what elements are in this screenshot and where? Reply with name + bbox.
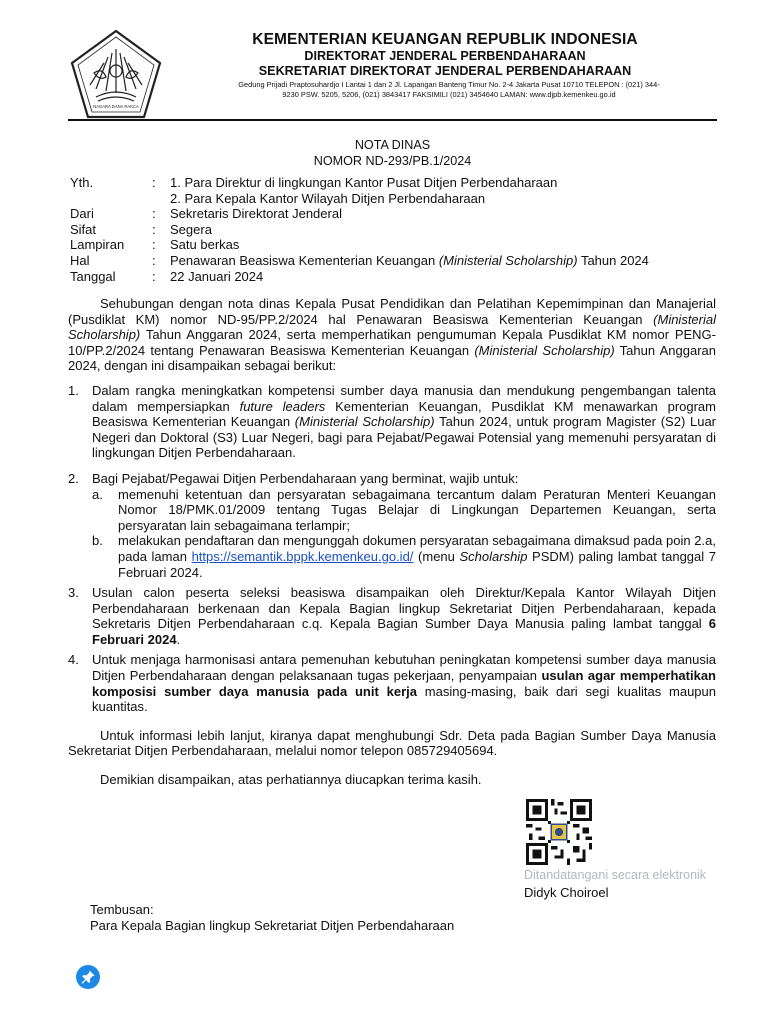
list-item-2: 2. Bagi Pejabat/Pegawai Ditjen Perbendaharaan yang berminat, wajib untuk: a. memenuhi ketentuan dan persyaratan sebagaimana tercantum dalam Peraturan Menteri Keuangan Nomor 18/PMK.01/2009 tentang Tugas Belajar di Lingkungan Departemen Keuangan, serta persyaratan lain sebagaimana terlampir; b. melakukan pendaftaran dan mengunggah dokumen persyaratan sebagaimana dimaksud pada poin 2.a, pada laman https://semantik.bppk.kemenkeu.go.id/ (menu Scholarship PSDM) paling lambat tanggal 7 Februari 2024.	[68, 470, 716, 580]
copy-to	[90, 902, 454, 934]
subject: Penawaran Beasiswa Kementerian Keuangan (Ministerial Scholarship) Tahun 2024	[170, 252, 649, 268]
document-number: NOMOR ND-293/PB.1/2024	[313, 154, 472, 168]
closing-paragraph: Demikian disampaikan, atas perhatiannya diucapkan terima kasih.	[100, 772, 482, 788]
document-type: NOTA DINAS	[354, 138, 431, 152]
intro-paragraph: Sehubungan dengan nota dinas Kepala Pusat Pendidikan dan Pelatihan Kepemimpinan dan Manajerial (Pusdiklat KM) nomor ND-95/PP.2/2024 hal Penawaran Beasiswa Kementerian Keuangan (Ministerial Scholarship) Tahun Anggaran 2024, serta memperhatikan pengumuman Kepala Pusdiklat KM nomor PENG-10/PP.2/2024 tentang Penawaran Beasiswa Kementerian Keuangan (Ministerial Scholarship) Tahun Anggaran 2024, dengan ini disampaikan sebagai berikut:	[68, 296, 716, 374]
kemenkeu-logo-icon	[66, 27, 166, 123]
e-signature-note: Ditandatangani secara elektronik	[524, 868, 707, 882]
info-paragraph: Untuk informasi lebih lanjut, kiranya dapat menghubungi Sdr. Deta pada Bagian Sumber Daya Manusia Sekretariat Ditjen Perbendaharaan, melalui nomor telepon 085729405694.	[68, 727, 716, 759]
list-item-4: 4. Untuk menjaga harmonisasi antara pemenuhan kebutuhan peningkatan kompetensi sumber daya manusia Ditjen Perbendaharaan dengan pelaksanaan tugas pekerjaan, penyampaian usulan agar memperhatikan komposisi sumber daya manusia pada unit kerja masing-masing, baik dari segi kualitas maupun kuantitas.	[68, 652, 716, 715]
attachment: Satu berkas	[170, 237, 240, 253]
memo-header-fields	[70, 175, 720, 284]
sub-item-a: a. memenuhi ketentuan dan persyaratan sebagaimana tercantum dalam Peraturan Menteri Keuangan Nomor 18/PMK.01/2009 tentang Tugas Belajar di Lingkungan Departemen Keuangan, serta persyaratan lain sebagaimana terlampir;	[92, 486, 716, 533]
recipient-2: 2. Para Kepala Kantor Wilayah Ditjen Perbendaharaan	[170, 190, 486, 206]
memo-date: 22 Januari 2024	[170, 268, 264, 284]
signer-name: Didyk Choiroel	[524, 885, 609, 900]
field-dari: Dari : Sekretaris Direktorat Jenderal	[70, 206, 720, 222]
letterhead	[180, 30, 710, 100]
list-item-1: 1. Dalam rangka meningkatkan kompetensi sumber daya manusia dan mendukung pengembangan talenta dalam mempersiapkan future leaders Kementerian Keuangan, Pusdiklat KM menawarkan program Beasiswa Kementerian Keuangan (Ministerial Scholarship) Tahun 2024, untuk program Magister (S2) Luar Negeri dan Doktoral (S3) Luar Negeri, bagi para Pejabat/Pegawai Potensial yang memenuhi persyaratan di lingkungan Ditjen Perbendaharaan.	[68, 382, 717, 461]
field-sifat: Sifat : Segera	[70, 222, 720, 238]
field-lampiran: Lampiran : Satu berkas	[70, 237, 720, 253]
ministry-name: KEMENTERIAN KEUANGAN REPUBLIK INDONESIA	[252, 31, 638, 48]
memo-body	[68, 296, 716, 788]
field-hal: Hal : Penawaran Beasiswa Kementerian Keuangan (Ministerial Scholarship) Tahun 2024	[70, 253, 720, 269]
sub-item-b: b. melakukan pendaftaran dan mengunggah dokumen persyaratan sebagaimana dimaksud pada poin 2.a, pada laman https://semantik.bppk.kemenkeu.go.id/ (menu Scholarship PSDM) paling lambat tanggal 7 Februari 2024.	[92, 533, 716, 580]
field-yth: Yth. : 1. Para Direktur di lingkungan Kantor Pusat Ditjen Perbendaharaan 2. Para Kepala Kantor Wilayah Ditjen Perbendaharaan	[70, 175, 720, 206]
recipient-1: 1. Para Direktur di lingkungan Kantor Pusat Ditjen Perbendaharaan	[170, 175, 558, 190]
qr-code-icon	[524, 799, 594, 865]
list-item-3: 3. Usulan calon peserta seleksi beasiswa disampaikan oleh Direktur/Kepala Kantor Wilayah Ditjen Perbendaharaan berkenaan dan Kepala Bagian lingkup Sekretariat Ditjen Perbendaharaan, kepada Sekretaris Ditjen Perbendaharaan c.q. Kepala Bagian Sumber Daya Manusia paling lambat tanggal 6 Februari 2024.	[68, 585, 716, 647]
copy-to-label: Tembusan:	[90, 902, 154, 917]
address-line-2: 9230 PSW. 5205, 5206, (021) 3843417 FAKSIMILI (021) 3454640 LAMAN: www.djpb.kemenkeu.go.id	[282, 90, 616, 99]
copy-to-recipient: Para Kepala Bagian lingkup Sekretariat Ditjen Perbendaharaan	[90, 918, 455, 933]
semantik-link[interactable]: https://semantik.bppk.kemenkeu.go.id/	[191, 548, 414, 564]
secretariat-name: SEKRETARIAT DIREKTORAT JENDERAL PERBENDAHARAAN	[258, 63, 632, 78]
field-label: Yth.	[70, 175, 94, 190]
letterhead-divider	[68, 119, 717, 121]
pin-icon[interactable]	[76, 965, 100, 989]
directorate-name: DIREKTORAT JENDERAL PERBENDAHARAAN	[304, 49, 586, 63]
address-line-1: Gedung Prijadi Praptosuhardjo I Lantai 1 dan 2 Jl. Lapangan Banteng Timur No. 2-4 Jakarta Pusat 10710 TELEPON : (021) 344-	[238, 80, 660, 89]
logo-caption: NAGARA DANA RAKCA	[93, 104, 139, 109]
sender: Sekretaris Direktorat Jenderal	[170, 206, 342, 222]
field-value	[170, 175, 720, 206]
urgency: Segera	[170, 221, 212, 237]
field-tanggal: Tanggal : 22 Januari 2024	[70, 269, 720, 285]
